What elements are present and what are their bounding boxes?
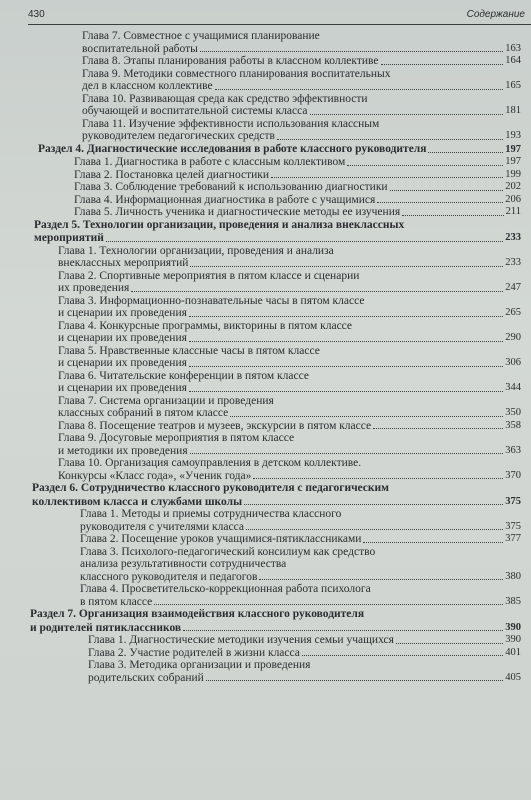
- toc-entry-page: 202: [505, 181, 521, 192]
- toc-entry: [30, 370, 521, 383]
- toc-entry-title: в пятом классе: [80, 595, 153, 608]
- dot-leader: [390, 189, 504, 191]
- toc-entry-title: Глава 4. Просветительско-коррекционная работа психолога: [80, 583, 371, 595]
- toc-entry-page: 344: [505, 382, 521, 393]
- toc-entry-title: Глава 2. Посещение уроков учащимися-пятиклассниками: [80, 533, 362, 545]
- toc-section: [30, 622, 521, 635]
- toc-section: [30, 608, 521, 622]
- toc-section-title: Раздел 6. Сотрудничество классного руководителя с педагогическим: [32, 482, 389, 494]
- toc-entry-page: 385: [505, 595, 521, 607]
- toc-entry-title: Глава 3. Информационно-познавательные часы в пятом классе: [58, 294, 365, 307]
- dot-leader: [189, 390, 503, 392]
- toc-section-page: 390: [505, 621, 521, 633]
- toc-section-page: 197: [505, 143, 521, 155]
- dot-leader: [271, 176, 503, 178]
- toc-entry: [30, 457, 521, 470]
- toc-entry-page: 206: [505, 193, 521, 205]
- toc-section-title: и родителей пятиклассников: [30, 621, 182, 634]
- toc-section-title: Раздел 5. Технологии организации, проведения и анализа внеклассных: [34, 218, 405, 231]
- toc-entry: [30, 194, 521, 207]
- dot-leader: [396, 642, 503, 644]
- toc-entry: [30, 647, 521, 660]
- running-title: Содержание: [466, 9, 525, 20]
- dot-leader: [253, 477, 503, 479]
- toc-entry: [30, 295, 521, 308]
- toc-entry-page: 358: [505, 419, 521, 431]
- toc-entry-title: и сценарии их проведения: [58, 332, 187, 344]
- toc-entry-page: 165: [505, 80, 521, 91]
- toc-entry: [30, 206, 521, 219]
- dot-leader: [428, 151, 503, 153]
- toc-entry: [30, 432, 521, 445]
- toc-entry-title: Глава 4. Конкурсные программы, викторины в пятом классе: [58, 319, 353, 332]
- toc-entry: [30, 93, 521, 106]
- toc-entry-title: и методики их проведения: [58, 444, 188, 457]
- toc-section-title: мероприятий: [34, 232, 104, 244]
- toc-entry-page: 405: [505, 671, 521, 683]
- toc-entry: [30, 181, 521, 194]
- dot-leader: [381, 63, 504, 65]
- toc-entry-title: классных собраний в пятом классе: [58, 407, 229, 419]
- toc-entry: [30, 571, 521, 584]
- toc-entry: [30, 357, 521, 370]
- toc-entry: [30, 80, 521, 93]
- toc-entry-title: Глава 2. Участие родителей в жизни класса: [88, 646, 300, 659]
- dot-leader: [190, 265, 503, 267]
- toc-entry-title: Глава 3. Соблюдение требований к использованию диагностики: [74, 181, 388, 193]
- toc-entry-title: Глава 1. Диагностика в работе с классным коллективом: [74, 156, 346, 168]
- toc-entry-title: внеклассных мероприятий: [58, 257, 189, 269]
- toc-entry-title: Глава 3. Психолого-педагогический консилиум как средство: [80, 545, 376, 558]
- toc-entry: [30, 30, 521, 43]
- toc-entry-title: Глава 1. Диагностические методики изучения семьи учащихся: [88, 634, 394, 646]
- toc-entry: [30, 282, 521, 295]
- toc-entry: [30, 672, 521, 685]
- toc-entry: [30, 382, 521, 395]
- dot-leader: [189, 365, 503, 367]
- toc-section: [30, 219, 521, 233]
- toc-entry: [30, 68, 521, 81]
- dot-leader: [106, 240, 503, 242]
- toc-entry-page: 197: [505, 156, 521, 167]
- dot-leader: [206, 679, 503, 681]
- dot-leader: [154, 603, 503, 605]
- toc-entry-page: 290: [505, 332, 521, 343]
- toc-entry-title: классного руководителя и педагогов: [80, 570, 258, 583]
- toc-entry-title: и сценарии их проведения: [58, 382, 187, 394]
- toc-entry-title: их проведения: [58, 282, 130, 294]
- dot-leader: [183, 629, 503, 631]
- toc-entry: [30, 596, 521, 609]
- toc-entry-title: Глава 10. Развивающая среда как средство эффективности: [82, 92, 368, 105]
- toc-entry-title: Глава 5. Нравственные классные часы в пятом классе: [58, 344, 320, 357]
- toc-entry: [30, 270, 521, 283]
- toc-entry-page: 265: [505, 307, 521, 318]
- dot-leader: [189, 315, 503, 317]
- toc-entry: [30, 407, 521, 420]
- toc-entry: [30, 332, 521, 345]
- toc-section-title: Раздел 7. Организация взаимодействия классного руководителя: [30, 608, 365, 620]
- toc-entry-title: родительских собраний: [88, 671, 204, 684]
- toc-entry-title: Глава 4. Информационная диагностика в работе с учащимися: [74, 193, 376, 206]
- toc-entry-page: 350: [505, 407, 521, 418]
- toc-entry: [30, 470, 521, 483]
- toc-entry-title: Глава 11. Изучение эффективности использования классным: [82, 117, 380, 130]
- toc-entry-title: анализа результативности сотрудничества: [80, 558, 287, 570]
- toc-entry-title: руководителя с учителями класса: [80, 520, 244, 533]
- toc-entry-page: 363: [505, 444, 521, 456]
- toc-entry: [30, 345, 521, 358]
- toc-entry-title: Глава 5. Личность ученика и диагностические методы ее изучения: [74, 206, 401, 218]
- toc-entry-title: Глава 1. Методы и приемы сотрудничества классного: [80, 508, 342, 520]
- toc-entry: [30, 130, 521, 143]
- dot-leader: [277, 138, 503, 140]
- toc-entry: [30, 395, 521, 408]
- toc-entry-title: обучающей и воспитательной системы класса: [82, 105, 308, 117]
- toc-section: [30, 496, 521, 509]
- toc-entry-page: 233: [505, 257, 521, 268]
- toc-entry-page: 375: [505, 520, 521, 532]
- toc-entry: [30, 546, 521, 559]
- toc-entry-title: Глава 7. Совместное с учащимися планирование: [82, 30, 320, 42]
- toc-entry-title: Глава 9. Досуговые мероприятия в пятом классе: [58, 432, 295, 444]
- toc-entry: [30, 659, 521, 672]
- toc-section-page: 233: [505, 232, 521, 243]
- dot-leader: [230, 415, 503, 417]
- toc-section-title: Раздел 4. Диагностические исследования в работе классного руководителя: [38, 142, 427, 155]
- toc-entry: [30, 583, 521, 596]
- toc-entry-title: Глава 7. Система организации и проведения: [58, 394, 274, 407]
- toc-entry: [30, 508, 521, 521]
- toc-entry: [30, 118, 521, 131]
- table-of-contents: [30, 30, 521, 684]
- dot-leader: [377, 201, 503, 203]
- toc-entry-page: 193: [505, 130, 521, 141]
- toc-entry: [30, 105, 521, 118]
- toc-entry-page: 163: [505, 42, 521, 54]
- toc-entry-title: Глава 8. Этапы планирования работы в классном коллективе: [82, 55, 379, 67]
- toc-entry-title: воспитательной работы: [82, 42, 198, 55]
- toc-entry: [30, 307, 521, 320]
- toc-entry-page: 247: [505, 282, 521, 293]
- toc-section-page: 375: [505, 495, 521, 507]
- toc-entry-title: Глава 9. Методики совместного планирования воспитательных: [82, 67, 391, 80]
- dot-leader: [402, 214, 503, 216]
- toc-section: [30, 232, 521, 245]
- toc-entry-title: Глава 10. Организация самоуправления в детском коллективе.: [58, 457, 362, 469]
- toc-entry-title: Глава 2. Спортивные мероприятия в пятом классе и сценарии: [58, 269, 360, 282]
- dot-leader: [363, 541, 503, 543]
- dot-leader: [302, 654, 503, 656]
- dot-leader: [259, 578, 503, 580]
- dot-leader: [373, 427, 503, 429]
- toc-entry: [30, 558, 521, 571]
- toc-entry-page: 181: [505, 105, 521, 116]
- toc-entry: [30, 521, 521, 534]
- toc-entry-page: 380: [505, 570, 521, 582]
- toc-entry-title: дел в классном коллективе: [82, 80, 213, 92]
- toc-entry: [30, 156, 521, 169]
- toc-entry: [30, 533, 521, 546]
- toc-entry: [30, 43, 521, 56]
- dot-leader: [246, 528, 503, 530]
- toc-section: [30, 143, 521, 157]
- toc-entry-page: 164: [505, 55, 521, 66]
- toc-entry: [30, 257, 521, 270]
- toc-entry-title: Глава 3. Методика организации и проведения: [88, 659, 311, 671]
- dot-leader: [189, 340, 503, 342]
- dot-leader: [310, 113, 504, 115]
- toc-entry-page: 370: [505, 469, 521, 481]
- dot-leader: [131, 290, 503, 292]
- toc-entry-page: 377: [505, 533, 521, 544]
- toc-entry-page: 211: [505, 206, 521, 217]
- toc-entry: [30, 55, 521, 68]
- toc-entry-page: 306: [505, 357, 521, 368]
- dot-leader: [244, 503, 503, 505]
- toc-entry: [30, 320, 521, 333]
- page-header: [28, 6, 531, 25]
- toc-entry: [30, 245, 521, 258]
- toc-entry-title: Глава 2. Постановка целей диагностики: [74, 168, 270, 181]
- toc-section-title: коллективом класса и службами школы: [32, 495, 243, 508]
- toc-entry: [30, 169, 521, 182]
- toc-entry: [30, 420, 521, 433]
- toc-entry: [30, 445, 521, 458]
- toc-entry-page: 390: [505, 634, 521, 645]
- toc-entry-title: Глава 1. Технологии организации, проведения и анализа: [58, 244, 334, 257]
- toc-entry: [30, 634, 521, 647]
- dot-leader: [190, 452, 504, 454]
- page-number: 430: [28, 9, 45, 20]
- toc-entry-title: и сценарии их проведения: [58, 357, 187, 369]
- toc-entry-title: Глава 6. Читательские конференции в пятом классе: [58, 369, 309, 382]
- toc-entry-title: Конкурсы «Класс года», «Ученик года»: [58, 469, 252, 482]
- toc-entry-page: 199: [505, 168, 521, 180]
- toc-section: [30, 482, 521, 496]
- toc-entry-title: руководителем педагогических средств: [82, 130, 275, 142]
- toc-entry-title: и сценарии их проведения: [58, 307, 187, 319]
- toc-entry-title: Глава 8. Посещение театров и музеев, экскурсии в пятом классе: [58, 419, 372, 432]
- dot-leader: [215, 88, 504, 90]
- dot-leader: [200, 50, 503, 52]
- toc-entry-page: 401: [505, 646, 521, 658]
- dot-leader: [347, 164, 503, 166]
